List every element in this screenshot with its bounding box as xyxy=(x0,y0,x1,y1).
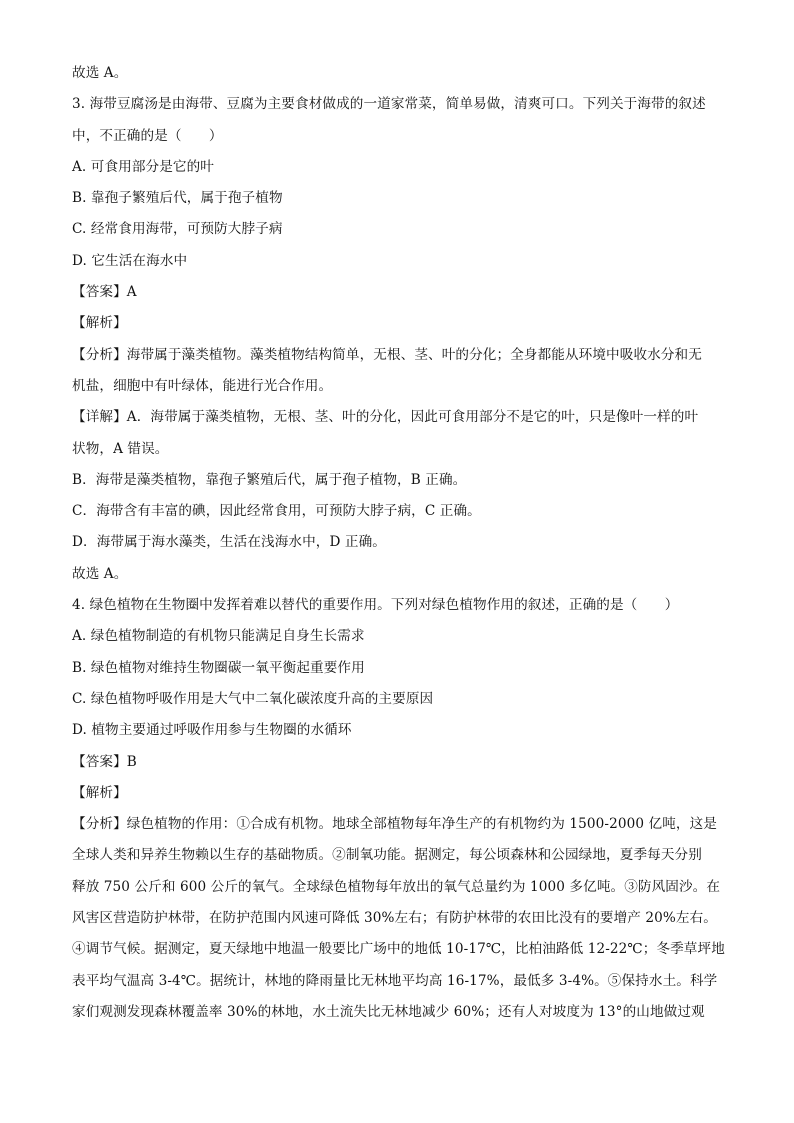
question-3-detail-b: B．海带是藻类植物，靠孢子繁殖后代，属于孢子植物，B 正确。 xyxy=(72,471,467,488)
question-3-detail-d: D．海带属于海水藻类，生活在浅海水中，D 正确。 xyxy=(72,534,386,551)
question-3-option-b: B. 靠孢子繁殖后代，属于孢子植物 xyxy=(72,190,283,207)
question-3-explanation-heading: 【解析】 xyxy=(72,315,127,332)
question-3-option-a: A. 可食用部分是它的叶 xyxy=(72,158,215,175)
question-4-analysis-line-2: 全球人类和异养生物赖以生存的基础物质。②制氧功能。据测定，每公顷森林和公园绿地，夏季每天分别 xyxy=(72,847,702,864)
question-3-option-c: C. 经常食用海带，可预防大脖子病 xyxy=(72,221,283,238)
question-4-analysis-line-1: 【分析】绿色植物的作用：①合成有机物。地球全部植物每年净生产的有机物约为 1500-2000 亿吨，这是 xyxy=(72,816,717,833)
question-3-conclusion: 故选 A。 xyxy=(72,565,128,582)
question-3-stem-line-2: 中，不正确的是（ ） xyxy=(72,127,223,144)
question-3-detail-line-1: 【详解】A．海带属于藻类植物，无根、茎、叶的分化，因此可食用部分不是它的叶，只是像叶一样的叶 xyxy=(72,409,699,426)
question-4-answer: 【答案】B xyxy=(72,753,137,770)
question-3-option-d: D. 它生活在海水中 xyxy=(72,252,188,269)
text-line-1: 故选 A。 xyxy=(72,65,128,81)
question-3-stem-line-1: 3. 海带豆腐汤是由海带、豆腐为主要食材做成的一道家常菜，简单易做，清爽可口。下列关于海带的叙述 xyxy=(72,96,706,113)
question-4-option-c: C. 绿色植物呼吸作用是大气中二氧化碳浓度升高的主要原因 xyxy=(72,690,434,707)
question-4-option-b: B. 绿色植物对维持生物圈碳一氧平衡起重要作用 xyxy=(72,659,365,676)
question-3-analysis-line-2: 机盐，细胞中有叶绿体，能进行光合作用。 xyxy=(72,377,333,394)
question-3-detail-c: C．海带含有丰富的碘，因此经常食用，可预防大脖子病，C 正确。 xyxy=(72,503,481,520)
question-4-analysis-line-4: 风害区营造防护林带，在防护范围内风速可降低 30%左右；有防护林带的农田比没有的要增产 20%左右。 xyxy=(72,910,718,927)
document-page xyxy=(72,58,724,1028)
question-4-explanation-heading: 【解析】 xyxy=(72,784,127,801)
question-4-analysis-line-5: ④调节气候。据测定，夏天绿地中地温一般要比广场中的地低 10-17℃，比柏油路低 12-22℃；冬季草坪地 xyxy=(72,941,725,958)
question-4-analysis-line-7: 家们观测发现森林覆盖率 30%的林地，水土流失比无林地减少 60%；还有人对坡度为 13°的山地做过观 xyxy=(72,1003,705,1020)
question-3-answer: 【答案】A xyxy=(72,284,137,301)
question-3-analysis-line-1: 【分析】海带属于藻类植物。藻类植物结构简单，无根、茎、叶的分化；全身都能从环境中吸收水分和无 xyxy=(72,346,702,363)
question-4-analysis-line-6: 表平均气温高 3-4℃。据统计，林地的降雨量比无林地平均高 16-17%，最低多 3-4%。⑤保持水土。科学 xyxy=(72,972,718,989)
question-4-stem: 4. 绿色植物在生物圈中发挥着难以替代的重要作用。下列对绿色植物作用的叙述，正确的是（ ） xyxy=(72,597,679,614)
question-3-detail-line-2: 状物，A 错误。 xyxy=(72,440,169,457)
question-4-option-d: D. 植物主要通过呼吸作用参与生物圈的水循环 xyxy=(72,722,352,739)
question-4-analysis-line-3: 释放 750 公斤和 600 公斤的氧气。全球绿色植物每年放出的氧气总量约为 1000 多亿吨。③防风固沙。在 xyxy=(72,878,721,895)
question-4-option-a: A. 绿色植物制造的有机物只能满足自身生长需求 xyxy=(72,628,365,645)
